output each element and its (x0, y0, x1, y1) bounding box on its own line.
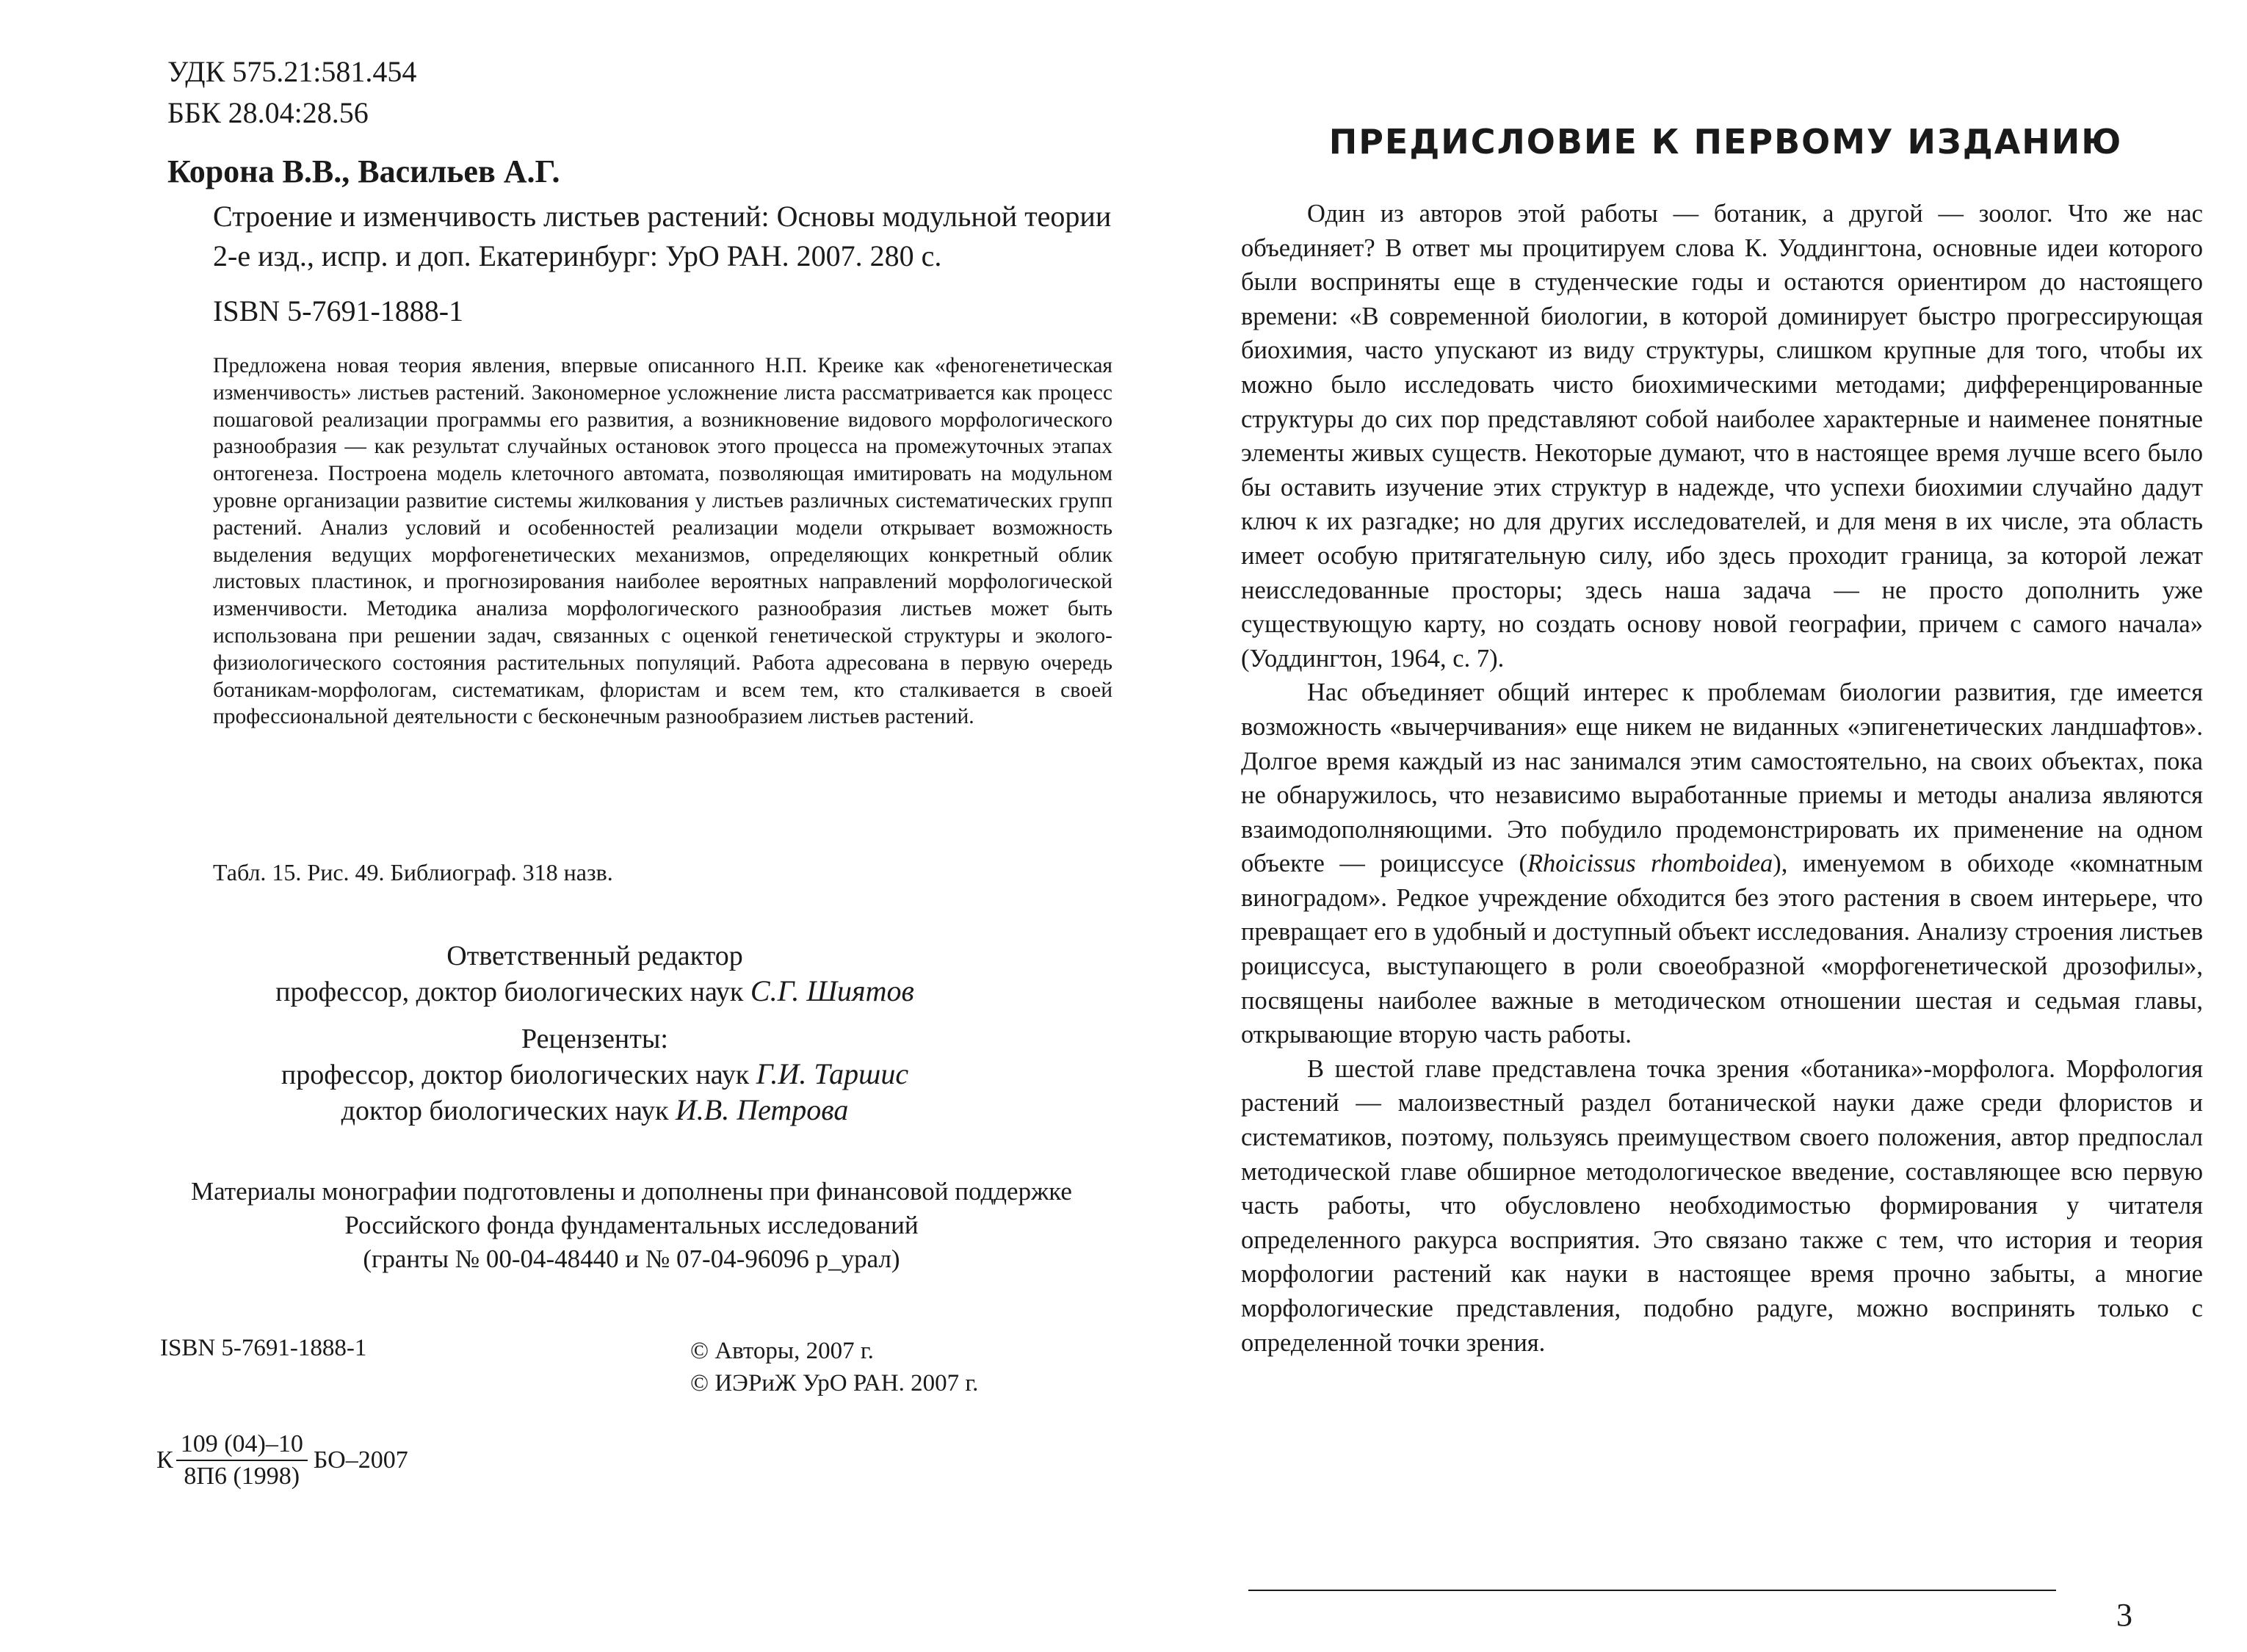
biblio-edition-line: 2-е изд., испр. и доп. Екатеринбург: УрО РАН. 2007. 280 с. (213, 239, 942, 272)
reviewer-1-title: профессор, доктор биологических наук (281, 1059, 750, 1090)
classification-codes (167, 51, 416, 134)
index-numerator: 109 (04)–10 (176, 1430, 308, 1461)
preface-paragraph-2 (1241, 675, 2203, 1052)
bbk-code: ББК 28.04:28.56 (167, 96, 369, 129)
index-suffix: БО–2007 (313, 1446, 408, 1474)
reviewer-line-2 (147, 1093, 1043, 1128)
preface-paragraph-3: В шестой главе представлена точка зрения «ботаника»-морфолога. Морфология растений — малоизвестный раздел ботанической науки даже среди флористов и систематиков, поэтому, пользуясь преимуществом своего положения, автор предпослал методической главе обширное методологическое введение, составляющее всю первую часть работы, что обусловлено необходимостью формирования у читателя определенного ракурса восприятия. Это связано также с тем, что история и теория морфологии растений как науки в настоящее время прочно забыты, а многие морфологические представления, подобно радуге, можно воспринять только с определенной точки зрения. (1241, 1054, 2203, 1357)
preface-body (1241, 197, 2203, 1360)
paragraph-2-end: ), именуемом в обиходе «комнатным виноградом». Редкое учреждение обходится без этого растения в своем интерьере, что превращает его в удобный и доступный объект исследования. Анализу строения листьев роициссуса, выступающего в роли своеобразной «морфогенетической дрозофилы», посвящены наиболее важные в методическом отношении шестая и седьмая главы, открывающие вторую часть работы. (1241, 849, 2203, 1049)
isbn-bottom: ISBN 5-7691-1888-1 (160, 1335, 367, 1361)
abstract-text: Предложена новая теория явления, впервые описанного Н.П. Креике как «феногенетическая изменчивость» листьев растений. Закономерное усложнение листа рассматривается как процесс пошаговой реализации программы его развития, а возникновение видового морфологического разнообразия — как результат случайных остановок этого процесса на промежуточных этапах онтогенеза. Построена модель клеточного автомата, позволяющая имитировать на модульном уровне организации развитие системы жилкования у листьев различных систематических групп растений. Анализ условий и особенностей реализации модели открывает возможность выделения ведущих морфогенетических механизмов, определяющих конкретный облик листовых пластинок, и прогнозирования наиболее вероятных направлений морфологической изменчивости. Методика анализа морфологического разнообразия листьев может быть использована при решении задач, связанных с оценкой генетической структуры и эколого-физиологического состояния растительных популяций. Работа адресована в первую очередь ботаникам-морфологам, систематикам, флористам и всем тем, кто сталкивается в своей профессиональной деятельности с бесконечным разнообразием листьев растений. (213, 354, 1112, 729)
copyright-authors: © Авторы, 2007 г. (690, 1338, 874, 1364)
preface-title: ПРЕДИСЛОВИЕ К ПЕРВОМУ ИЗДАНИЮ (1328, 122, 2123, 162)
funding-line-1: Материалы монографии подготовлены и дополнены при финансовой поддержке (191, 1177, 1072, 1206)
copyright-block (690, 1335, 978, 1399)
index-prefix: К (156, 1446, 173, 1474)
paragraph-2-start: Нас объединяет общий интерес к проблемам биологии развития, где имеется возможность «вычерчивания» еще никем не виданных «эпигенетических ландшафтов». Долгое время каждый из нас занимался этим самостоятельно, на своих объектах, пока не обнаружилось, что независимо выработанные приемы и методы анализа являются взаимодополняющими. Это побудило продемонстрировать их применение на одном объекте — роициссусе ( (1241, 678, 2203, 878)
editors-block (147, 938, 1043, 1128)
funding-line-3: (гранты № 00-04-48440 и № 07-04-96096 р_урал) (363, 1245, 900, 1273)
abstract (213, 352, 1112, 731)
reviewer-1-name: Г.И. Таршис (756, 1057, 909, 1090)
funding-note (132, 1175, 1131, 1276)
index-denominator: 8П6 (1998) (184, 1463, 300, 1490)
funding-line-2: Российского фонда фундаментальных исследований (344, 1211, 919, 1239)
copyright-publisher: © ИЭРиЖ УрО РАН. 2007 г. (690, 1370, 979, 1396)
latin-species-name: Rhoicissus rhomboidea (1527, 849, 1773, 878)
reviewer-2-title: доктор биологических наук (341, 1095, 669, 1126)
footer-rule (1248, 1590, 2056, 1591)
editor-heading: Ответственный редактор (446, 941, 743, 971)
editor-name: С.Г. Шиятов (750, 974, 914, 1007)
authors: Корона В.В., Васильев А.Г. (167, 153, 560, 189)
reviewer-2-name: И.В. Петрова (675, 1093, 849, 1126)
biblio-title-line: Строение и изменчивость листьев растений: Основы модульной теории (213, 200, 1112, 233)
publication-index (156, 1430, 408, 1490)
bibliographic-description (213, 197, 1116, 276)
editor-title: профессор, доктор биологических наук (275, 977, 744, 1007)
index-fraction (176, 1430, 308, 1490)
tables-figures-count: Табл. 15. Рис. 49. Библиограф. 318 назв. (213, 859, 613, 885)
page-number: 3 (2116, 1597, 2132, 1633)
isbn-top: ISBN 5-7691-1888-1 (213, 294, 464, 327)
reviewers-heading: Рецензенты: (521, 1024, 668, 1054)
reviewer-line-1 (147, 1057, 1043, 1093)
preface-paragraph-1: Один из авторов этой работы — ботаник, а другой — зоолог. Что же нас объединяет? В ответ мы процитируем слова К. Уоддингтона, основные идеи которого были восприняты еще в студенческие годы и остаются ориентиром до настоящего времени: «В современной биологии, в которой доминирует быстро прогрессирующая биохимия, часто упускают из виду структуры, слишком крупные для того, чтобы их можно было исследовать чисто биохимическими методами; дифференцированные структуры до сих пор представляют собой наиболее характерные и наименее понятные элементы живых существ. Некоторые думают, что в настоящее время лучше всего было бы оставить изучение этих структур в надежде, что успехи биохимии случайно дадут ключ к их разгадке; но для других исследователей, и для меня в их числе, эта область имеет особую притягательную силу, ибо здесь проходит граница, за которой лежат неисследованные просторы; здесь наша задача — не просто дополнить уже существующую карту, но создать основу новой географии, причем с самого начала» (Уоддингтон, 1964, с. 7). (1241, 200, 2203, 673)
editor-line (147, 974, 1043, 1010)
udk-code: УДК 575.21:581.454 (167, 55, 417, 88)
